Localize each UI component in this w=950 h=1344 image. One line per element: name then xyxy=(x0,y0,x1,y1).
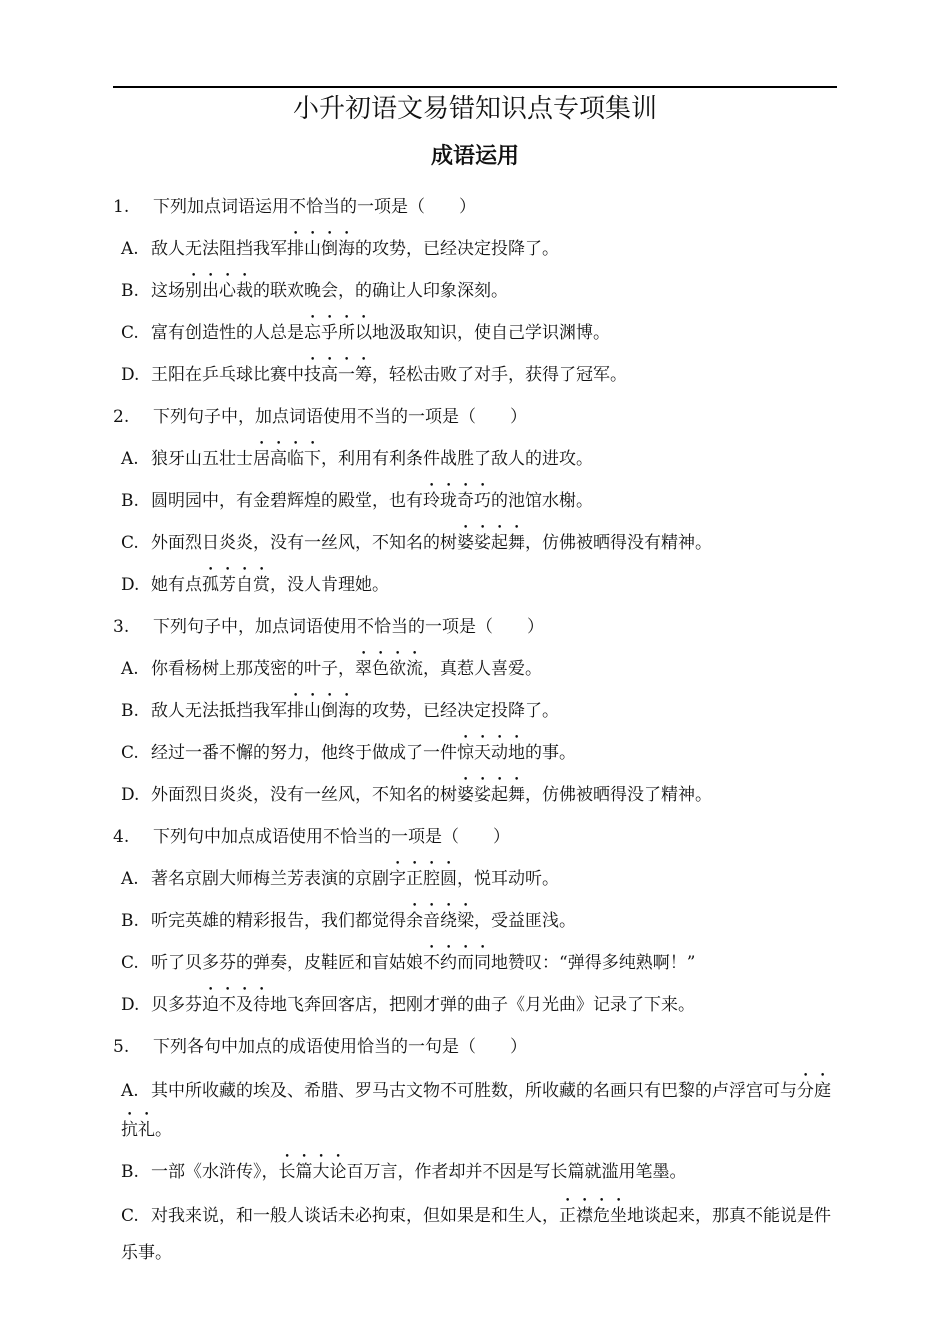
option-text: 地赞叹：“弹得多纯熟啊！” xyxy=(491,953,696,973)
option-text: 贝多芬 xyxy=(151,995,202,1015)
dotted-idiom: 排山倒海 xyxy=(287,701,355,721)
option-letter: D. xyxy=(121,365,140,385)
option-text: 她有点 xyxy=(151,575,202,595)
dotted-idiom: 别出心裁 xyxy=(185,281,253,301)
option-c xyxy=(113,1193,837,1274)
option-letter: B. xyxy=(121,281,139,301)
option-letter: B. xyxy=(121,491,139,511)
option-letter: A. xyxy=(121,869,139,889)
option-b xyxy=(113,690,837,732)
question-stem xyxy=(113,396,837,438)
option-text: 百万言，作者却并不因是写长篇就滥用笔墨。 xyxy=(346,1162,687,1182)
option-b xyxy=(113,900,837,942)
option-letter: C. xyxy=(121,533,139,553)
option-a xyxy=(113,438,837,480)
option-a xyxy=(113,858,837,900)
dotted-idiom: 玲珑奇巧 xyxy=(423,491,491,511)
option-text: ，仿佛被晒得没有精神。 xyxy=(525,533,712,553)
option-letter: C. xyxy=(121,743,139,763)
dotted-idiom: 婆娑起舞 xyxy=(457,533,525,553)
option-d xyxy=(113,984,837,1026)
option-text: ，悦耳动听。 xyxy=(457,869,559,889)
option-letter: C. xyxy=(121,323,139,343)
question-stem xyxy=(113,186,837,228)
question-5 xyxy=(113,1026,837,1274)
dotted-idiom: 翠色欲流 xyxy=(355,659,423,679)
option-letter: A. xyxy=(121,659,139,679)
option-text: ，真惹人喜爱。 xyxy=(423,659,542,679)
dotted-idiom: 惊天动地 xyxy=(457,743,525,763)
option-text: 你看杨树上那茂密的叶子， xyxy=(151,659,355,679)
question-stem xyxy=(113,1026,837,1068)
dotted-idiom: 字正腔圆 xyxy=(389,869,457,889)
dotted-idiom: 婆娑起舞 xyxy=(457,785,525,805)
option-c xyxy=(113,312,837,354)
dotted-idiom: 正襟危坐 xyxy=(559,1206,627,1226)
question-3 xyxy=(113,606,837,816)
dotted-idiom: 居高临下 xyxy=(253,449,321,469)
option-text: 对我来说，和一般人谈话未必拘束，但如果是和生人， xyxy=(151,1206,559,1226)
question-1 xyxy=(113,186,837,396)
option-text: ，轻松击败了对手，获得了冠军。 xyxy=(372,365,627,385)
option-letter: B. xyxy=(121,701,139,721)
option-text: 的池馆水榭。 xyxy=(491,491,593,511)
option-text: ，受益匪浅。 xyxy=(474,911,576,931)
question-text: 下列各句中加点的成语使用恰当的一句是（ ） xyxy=(153,1037,527,1057)
dotted-idiom: 孤芳自赏 xyxy=(202,575,270,595)
option-c xyxy=(113,942,837,984)
option-text: 地飞奔回客店，把刚才弹的曲子《月光曲》记录了下来。 xyxy=(270,995,695,1015)
option-text: 经过一番不懈的努力，他终于做成了一件 xyxy=(151,743,457,763)
option-text: ，没人肯理她。 xyxy=(270,575,389,595)
option-text: 圆明园中，有金碧辉煌的殿堂，也有 xyxy=(151,491,423,511)
question-stem xyxy=(113,606,837,648)
question-text: 下列句子中，加点词语使用不当的一项是（ ） xyxy=(153,407,527,427)
option-letter: B. xyxy=(121,1162,139,1182)
header-rule xyxy=(113,86,837,88)
option-text: 的攻势，已经决定投降了。 xyxy=(355,239,559,259)
option-text: 富有创造性的人总是 xyxy=(151,323,304,343)
option-text: 听完英雄的精彩报告，我们都觉得 xyxy=(151,911,406,931)
option-text: ，利用有利条件战胜了敌人的进攻。 xyxy=(321,449,593,469)
question-list xyxy=(113,186,837,1274)
dotted-idiom: 不约而同 xyxy=(423,953,491,973)
option-text: 的联欢晚会，的确让人印象深刻。 xyxy=(253,281,508,301)
question-number: 1. xyxy=(113,197,130,217)
option-a xyxy=(113,648,837,690)
option-text: 地汲取知识，使自己学识渊博。 xyxy=(372,323,610,343)
question-4 xyxy=(113,816,837,1026)
option-letter: C. xyxy=(121,953,139,973)
dotted-idiom: 忘乎所以 xyxy=(304,323,372,343)
option-text: 听了贝多芬的弹奏，皮鞋匠和盲姑娘 xyxy=(151,953,423,973)
dotted-idiom: 余音绕梁 xyxy=(406,911,474,931)
option-text: 外面烈日炎炎，没有一丝风，不知名的树 xyxy=(151,785,457,805)
option-text: 敌人无法抵挡我军 xyxy=(151,701,287,721)
option-b xyxy=(113,270,837,312)
question-2 xyxy=(113,396,837,606)
question-number: 3. xyxy=(113,617,130,637)
question-number: 2. xyxy=(113,407,130,427)
option-text: 其中所收藏的埃及、希腊、罗马古文物不可胜数，所收藏的名画只有巴黎的卢浮宫可与 xyxy=(151,1081,797,1101)
option-a xyxy=(113,228,837,270)
question-number: 4. xyxy=(113,827,130,847)
option-text: 王阳在乒乓球比赛中 xyxy=(151,365,304,385)
option-text: 敌人无法阻挡我军 xyxy=(151,239,287,259)
option-text: 狼牙山五壮士 xyxy=(151,449,253,469)
question-number: 5. xyxy=(113,1037,130,1057)
option-text: 的事。 xyxy=(525,743,576,763)
option-text: 。 xyxy=(155,1120,172,1140)
option-letter: D. xyxy=(121,575,140,595)
option-text: 著名京剧大师梅兰芳表演的京剧 xyxy=(151,869,389,889)
option-letter: C. xyxy=(121,1206,139,1226)
option-c xyxy=(113,732,837,774)
section-subtitle: 成语运用 xyxy=(430,144,519,169)
page-title: 小升初语文易错知识点专项集训 xyxy=(292,94,657,124)
dotted-idiom: 技高一筹 xyxy=(304,365,372,385)
option-text: ，仿佛被晒得没了精神。 xyxy=(525,785,712,805)
option-d xyxy=(113,564,837,606)
option-letter: D. xyxy=(121,995,140,1015)
option-d xyxy=(113,774,837,816)
question-text: 下列句中加点成语使用不恰当的一项是（ ） xyxy=(153,827,510,847)
option-letter: B. xyxy=(121,911,139,931)
question-stem xyxy=(113,816,837,858)
option-text: 这场 xyxy=(151,281,185,301)
option-d xyxy=(113,354,837,396)
option-letter: D. xyxy=(121,785,140,805)
option-a xyxy=(113,1068,837,1151)
option-text: 的攻势，已经决定投降了。 xyxy=(355,701,559,721)
option-text: 一部《水浒传》， xyxy=(151,1162,279,1182)
dotted-idiom: 长篇大论 xyxy=(278,1162,347,1182)
option-text: 外面烈日炎炎，没有一丝风，不知名的树 xyxy=(151,533,457,553)
option-letter: A. xyxy=(121,1081,139,1101)
dotted-idiom: 分庭抗礼 xyxy=(121,1081,831,1140)
option-letter: A. xyxy=(121,449,139,469)
question-text: 下列加点词语运用不恰当的一项是（ ） xyxy=(153,197,476,217)
option-b xyxy=(113,1151,837,1193)
dotted-idiom: 排山倒海 xyxy=(287,239,355,259)
option-c xyxy=(113,522,837,564)
option-text: 地谈起来，那真不能说是件乐事。 xyxy=(121,1206,831,1263)
question-text: 下列句子中，加点词语使用不恰当的一项是（ ） xyxy=(153,617,544,637)
option-b xyxy=(113,480,837,522)
option-letter: A. xyxy=(121,239,139,259)
dotted-idiom: 迫不及待 xyxy=(202,995,270,1015)
